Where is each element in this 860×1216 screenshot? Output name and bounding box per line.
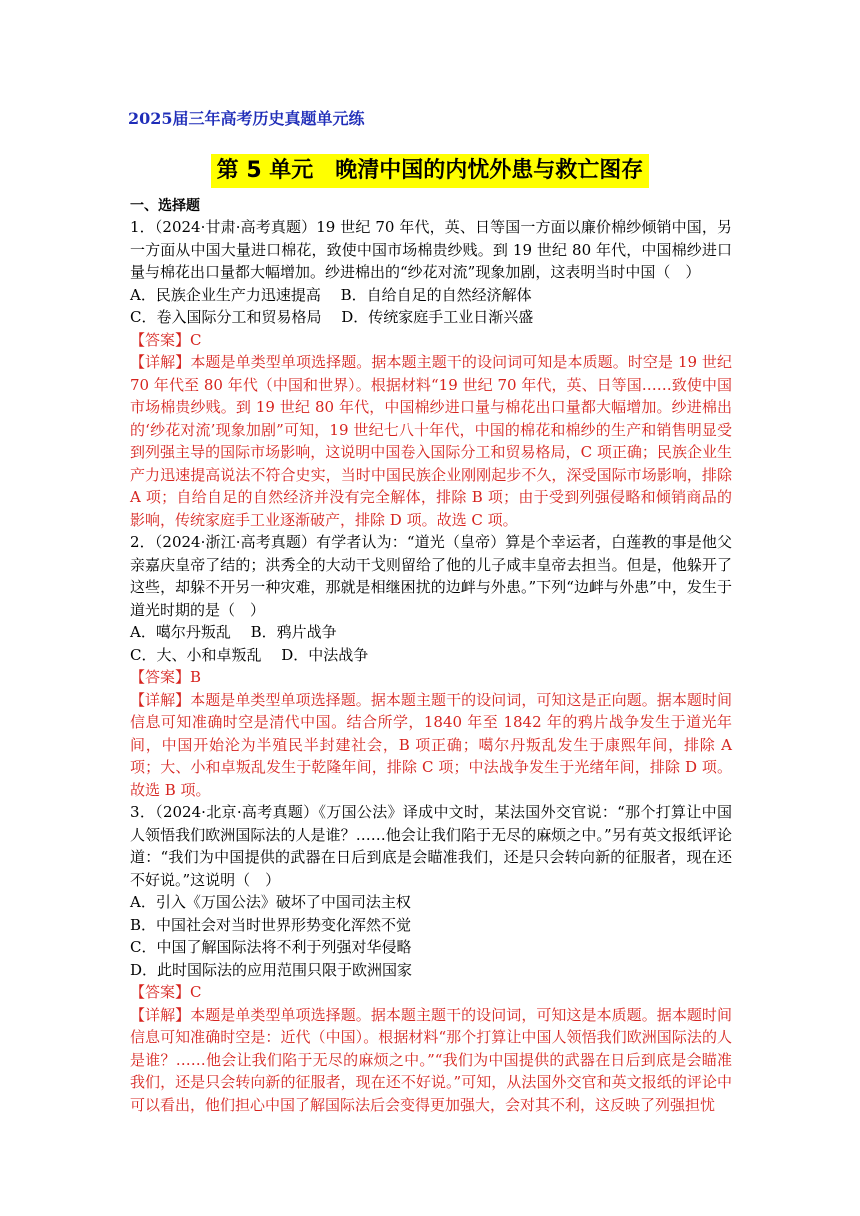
question-stem: 2．（2024·浙江·高考真题）有学者认为：“道光（皇帝）算是个幸运者，白莲教的事是他父亲嘉庆皇帝了结的；洪秀全的大动干戈则留给了他的儿子咸丰皇帝去担当。但是，他躲开了这些，却躲不开另一种灾难，那就是相继困扰的边衅与外患。”下列“边衅与外患”中，发生于道光时期的是（ ） [130, 533, 732, 619]
question-option: C．卷入国际分工和贸易格局 D．传统家庭手工业日渐兴盛 [130, 308, 534, 326]
answer-detail: 【详解】本题是单类型单项选择题。据本题主题干的设问词，可知这是正向题。据本题时间信息可知准确时空是清代中国。结合所学，1840 年至 1842 年的鸦片战争发生于道光年间，中国开始沦为半殖民半封建社会，B 项正确；噶尔丹叛乱发生于康熙年间，排除 A 项；大、小和卓叛乱发生于乾隆年间，排除 C 项；中法战争发生于光绪年间，排除 D 项。故选 B 项。 [130, 690, 732, 799]
question-2 [130, 531, 732, 801]
question-option: A．噶尔丹叛乱 B．鸦片战争 [130, 623, 337, 641]
question-option: B．中国社会对当时世界形势变化浑然不觉 [130, 915, 412, 934]
question-option: A．民族企业生产力迅速提高 B．自给自足的自然经济解体 [130, 285, 532, 304]
question-option: C．中国了解国际法将不利于列强对华侵略 [130, 938, 412, 956]
question-stem: 1．（2024·甘肃·高考真题）19 世纪 70 年代，英、日等国一方面以廉价棉纱倾销中国，另一方面从中国大量进口棉花，致使中国市场棉贵纱贱。到 19 世纪 80 年代，中国棉纱进口量与棉花出口量都大幅增加。纱进棉出的“纱花对流”现象加剧，这表明当时中国（ ） [130, 218, 732, 281]
answer-label: 【答案】C [130, 983, 202, 1001]
section-title: 一、选择题 [130, 198, 200, 214]
question-3 [130, 801, 732, 1116]
question-option: A．引入《万国公法》破坏了中国司法主权 [130, 893, 411, 911]
question-1 [130, 216, 732, 531]
answer-label: 【答案】B [130, 668, 202, 686]
question-option: C．大、小和卓叛乱 D．中法战争 [130, 645, 369, 664]
answer-label: 【答案】C [130, 330, 202, 349]
answer-detail: 【详解】本题是单类型单项选择题。据本题主题干的设问词可知是本质题。时空是 19 世纪 70 年代至 80 年代（中国和世界）。根据材料“19 世纪 70 年代，英、日等国……致使中国市场棉贵纱贱。到 19 世纪 80 年代，中国棉纱进口量与棉花出口量都大幅增加。纱进棉出的‘纱花对流’现象加剧”可知，19 世纪七八十年代，中国的棉花和棉纱的生产和销售明显受到列强主导的国际市场影响，这说明中国卷入国际分工和贸易格局，C 项正确；民族企业生产力迅速提高说法不符合史实，当时中国民族企业刚刚起步不久，深受国际市场影响，排除 A 项；自给自足的自然经济并没有完全解体，排除 B 项；由于受到列强侵略和倾销商品的影响，传统家庭手工业逐渐破产，排除 D 项。故选 C 项。 [130, 353, 732, 529]
unit-title: 第 5 单元 晚清中国的内忧外患与救亡图存 [211, 154, 650, 188]
content [130, 196, 732, 1116]
unit-title-wrap [0, 154, 860, 188]
question-stem: 3．（2024·北京·高考真题）《万国公法》译成中文时，某法国外交官说：“那个打算让中国人领悟我们欧洲国际法的人是谁？……他会让我们陷于无尽的麻烦之中。”另有英文报纸评论道：“我们为中国提供的武器在日后到底是会瞄准我们，还是只会转向新的征服者，现在还不好说。”这说明（ ） [130, 803, 732, 889]
series-header: 2025届三年高考历史真题单元练 [128, 109, 365, 128]
question-option: D．此时国际法的应用范围只限于欧洲国家 [130, 960, 413, 979]
answer-detail: 【详解】本题是单类型单项选择题。据本题主题干的设问词，可知这是本质题。据本题时间信息可知准确时空是：近代（中国）。根据材料“那个打算让中国人领悟我们欧洲国际法的人是谁？……他会让我们陷于无尽的麻烦之中。”“我们为中国提供的武器在日后到底是会瞄准我们，还是只会转向新的征服者，现在还不好说。”可知，从法国外交官和英文报纸的评论中可以看出，他们担心中国了解国际法后会变得更加强大，会对其不利，这反映了列强担忧 [130, 1005, 732, 1114]
